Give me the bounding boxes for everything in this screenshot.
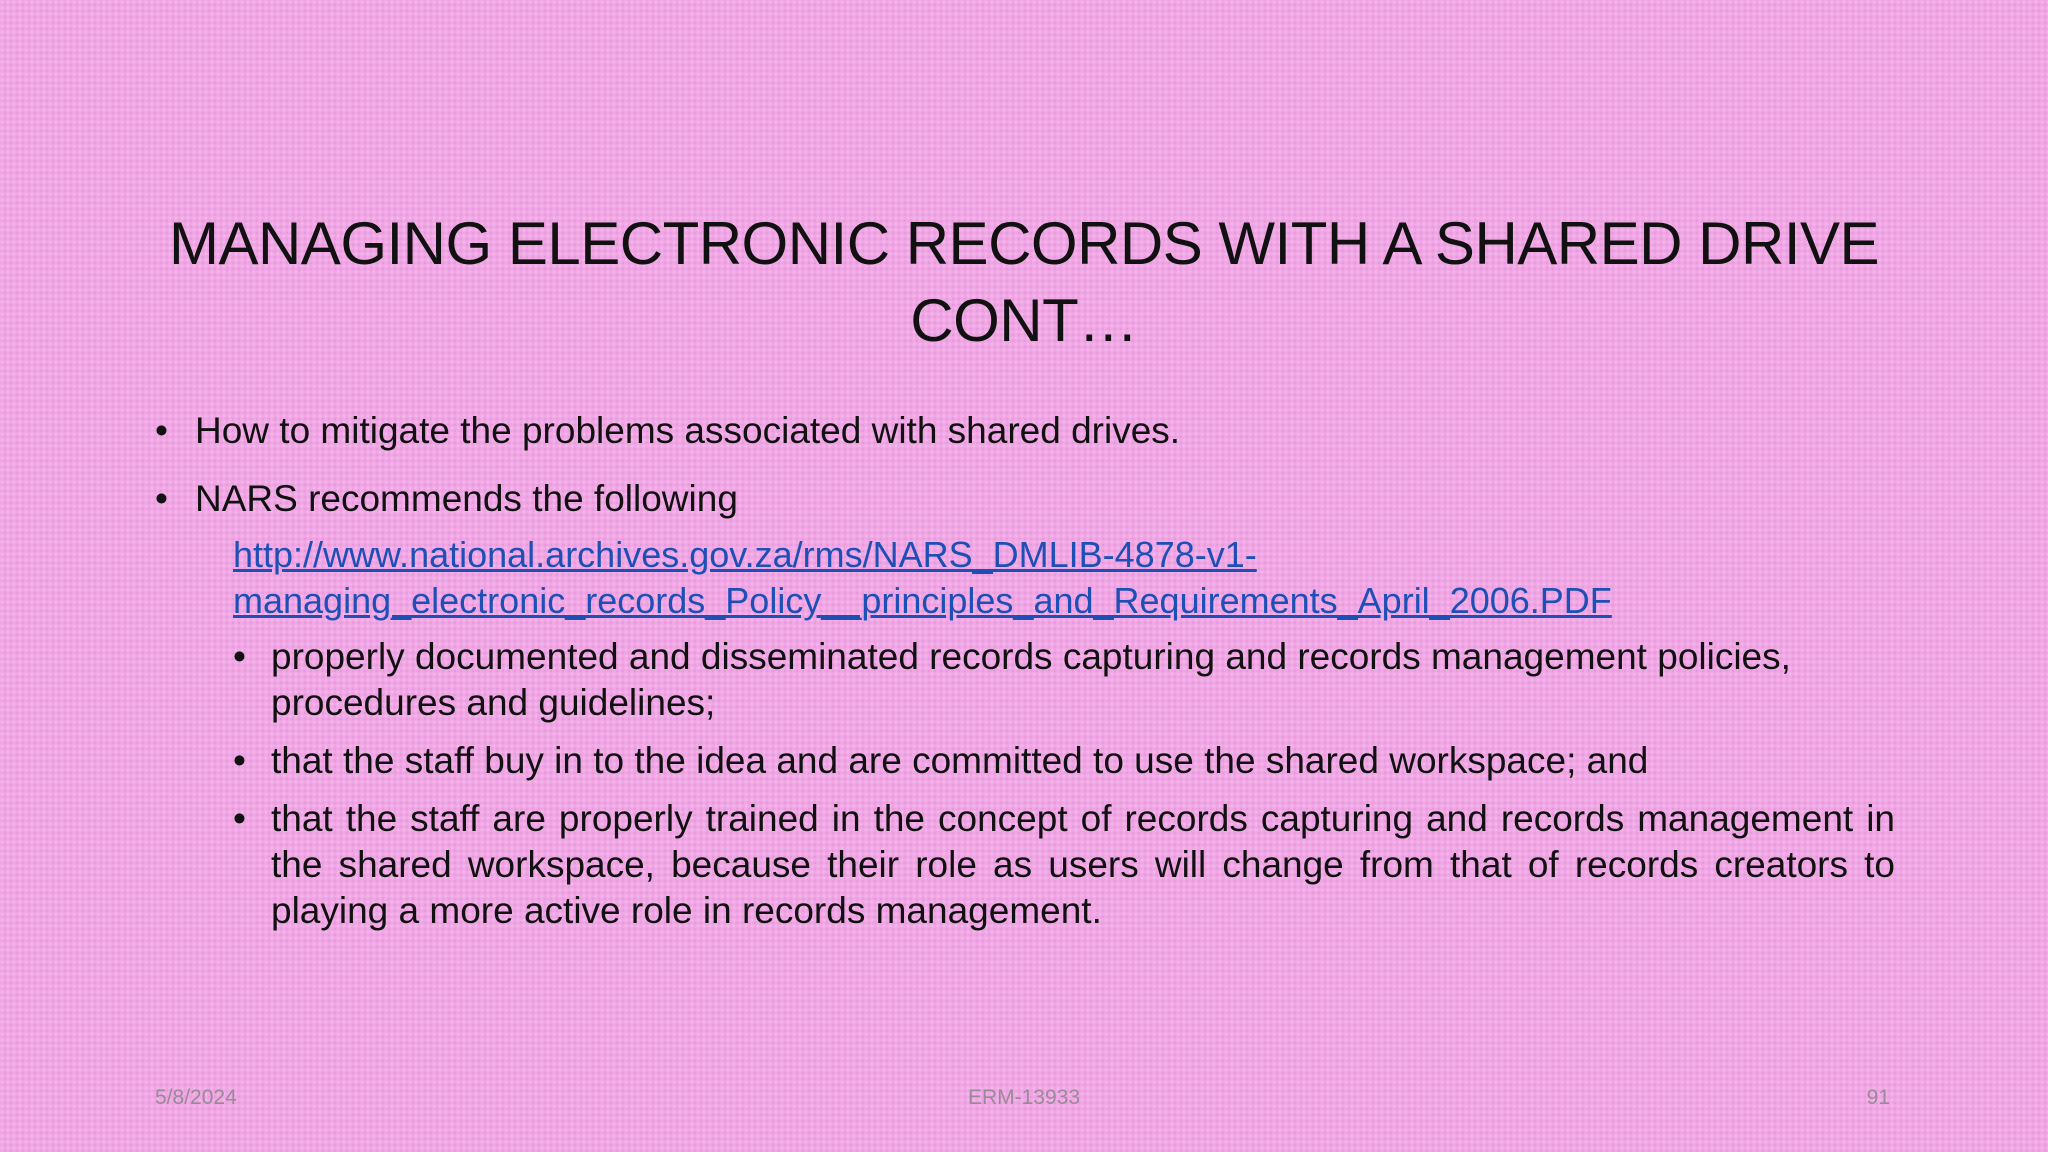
bullet-item bbox=[155, 476, 1895, 522]
nars-policy-link-line-2[interactable]: managing_electronic_records_Policy__principles_and_Requirements_April_2006.PDF bbox=[233, 580, 1612, 621]
footer-date: 5/8/2024 bbox=[155, 1086, 237, 1109]
slide-title bbox=[140, 205, 1908, 359]
slide-title-line-2: CONT… bbox=[910, 287, 1138, 354]
slide-title-line-1: MANAGING ELECTRONIC RECORDS WITH A SHARED DRIVE bbox=[168, 210, 1880, 277]
sub-bullet-marker: • bbox=[233, 636, 246, 677]
bullet-item bbox=[155, 408, 1895, 454]
footer-course-code: ERM-13933 bbox=[967, 1086, 1081, 1109]
bullet-text: How to mitigate the problems associated with shared drives. bbox=[195, 410, 1181, 451]
sub-bullet-marker: • bbox=[233, 798, 246, 839]
bullet-text: NARS recommends the following bbox=[195, 478, 738, 519]
sub-bullet-text: that the staff buy in to the idea and are committed to use the shared workspace; and bbox=[271, 740, 1649, 781]
sub-bullet-text: properly documented and disseminated records capturing and records management policies, procedures and guidelines; bbox=[271, 636, 1791, 723]
bullet-marker: • bbox=[155, 410, 168, 451]
nars-policy-link[interactable] bbox=[233, 532, 1895, 624]
sub-bullet-item bbox=[233, 738, 1895, 784]
sub-bullet-item bbox=[233, 796, 1895, 934]
sub-bullet-marker: • bbox=[233, 740, 246, 781]
sub-bullet-item bbox=[233, 634, 1895, 726]
footer-page-number: 91 bbox=[1866, 1086, 1890, 1109]
sub-bullet-text: that the staff are properly trained in the concept of records capturing and records management in the shared workspace, because their role as users will change from that of records creators to playing a more active role in records management. bbox=[271, 798, 1895, 931]
nars-policy-link-line-1[interactable]: http://www.national.archives.gov.za/rms/NARS_DMLIB-4878-v1- bbox=[233, 534, 1257, 575]
bullet-marker: • bbox=[155, 478, 168, 519]
slide-body bbox=[155, 408, 1895, 946]
